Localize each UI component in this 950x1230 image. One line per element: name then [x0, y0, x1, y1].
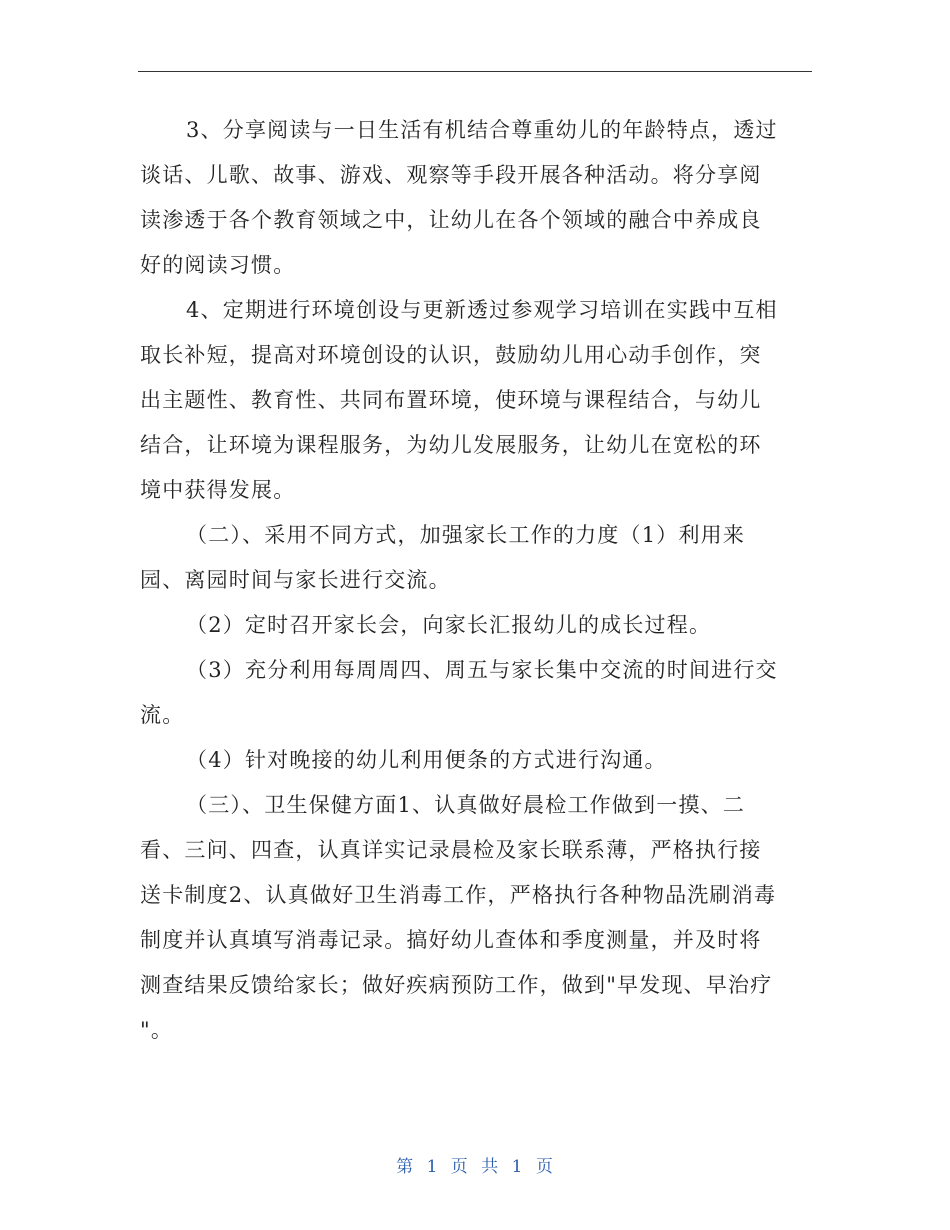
footer-page-prefix: 第: [396, 1157, 415, 1177]
text-line: 好的阅读习惯。: [140, 253, 296, 277]
text-line: 4、定期进行环境创设与更新透过参观学习培训在实践中互相: [186, 298, 778, 322]
text-line: （4）针对晚接的幼儿利用便条的方式进行沟通。: [186, 748, 667, 772]
text-line: 结合，让环境为课程服务，为幼儿发展服务，让幼儿在宽松的环: [140, 433, 762, 457]
text-line: （三）、卫生保健方面1、认真做好晨检工作做到一摸、二: [186, 793, 746, 817]
header-rule: [138, 71, 812, 72]
footer-total-unit: 页: [535, 1157, 554, 1177]
text-line: 读渗透于各个教育领域之中，让幼儿在各个领域的融合中养成良: [140, 208, 762, 232]
text-line: 谈话、儿歌、故事、游戏、观察等手段开展各种活动。将分享阅: [140, 163, 762, 187]
text-line: "。: [140, 1018, 174, 1042]
text-line: 制度并认真填写消毒记录。搞好幼儿查体和季度测量，并及时将: [140, 928, 762, 952]
footer-total-prefix: 共: [481, 1157, 500, 1177]
text-line: 取长补短，提高对环境创设的认识，鼓励幼儿用心动手创作，突: [140, 343, 762, 367]
page-footer: [0, 1152, 950, 1177]
text-line: 境中获得发展。: [140, 478, 296, 502]
text-line: 送卡制度2、认真做好卫生消毒工作，严格执行各种物品洗刷消毒: [140, 883, 777, 907]
text-line: （二）、采用不同方式，加强家长工作的力度（1）利用来: [186, 523, 746, 547]
text-line: 出主题性、教育性、共同布置环境，使环境与课程结合，与幼儿: [140, 388, 762, 412]
document-body: [140, 108, 810, 1053]
text-line: 测查结果反馈给家长；做好疾病预防工作，做到"早发现、早治疗: [140, 973, 773, 997]
text-line: 看、三问、四查，认真详实记录晨检及家长联系薄，严格执行接: [140, 838, 762, 862]
text-line: 3、分享阅读与一日生活有机结合尊重幼儿的年龄特点，透过: [186, 118, 778, 142]
text-line: 园、离园时间与家长进行交流。: [140, 568, 451, 592]
text-line: （2）定时召开家长会，向家长汇报幼儿的成长过程。: [186, 613, 712, 637]
footer-page-unit: 页: [450, 1157, 469, 1177]
footer-total-pages: 1: [511, 1157, 524, 1177]
text-line: （3）充分利用每周周四、周五与家长集中交流的时间进行交: [186, 658, 778, 682]
footer-page-number: 1: [426, 1157, 439, 1177]
text-line: 流。: [140, 703, 185, 727]
